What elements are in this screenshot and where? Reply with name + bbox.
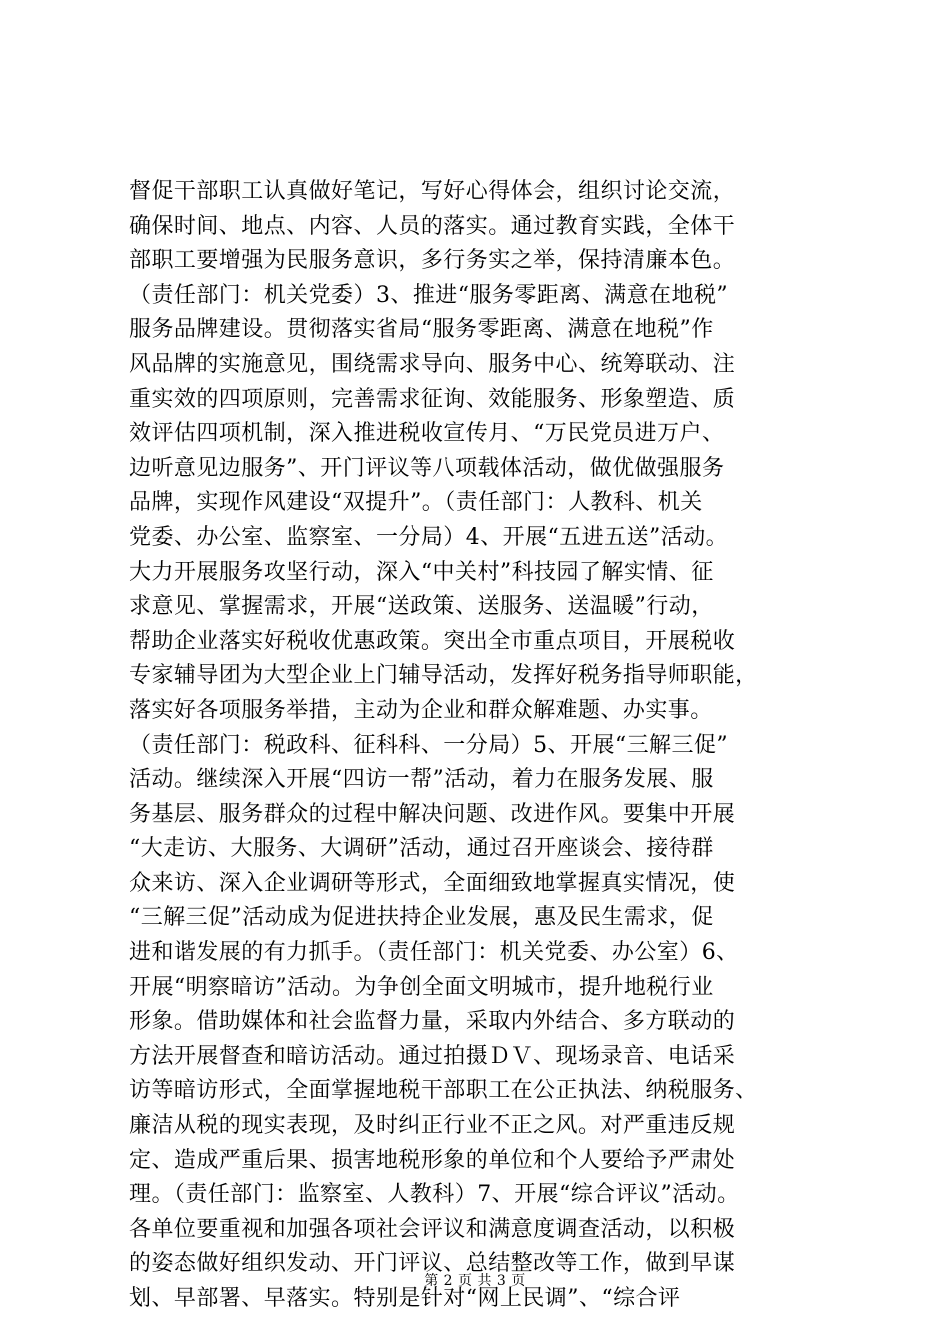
text-line: 大力开展服务攻坚行动，深入“中关村”科技园了解实情、征 bbox=[129, 559, 714, 585]
text-line: 形象。借助媒体和社会监督力量，采取内外结合、多方联动的 bbox=[129, 1009, 736, 1035]
text-line: 品牌，实现作风建设“双提升”。（责任部门：人教科、机关 bbox=[129, 490, 703, 516]
text-line: （责任部门：税政科、征科科、一分局）5、开展“三解三促” bbox=[129, 732, 729, 758]
text-line: 专家辅导团为大型企业上门辅导活动，发挥好税务指导师职能， bbox=[129, 663, 758, 689]
text-line: 部职工要增强为民服务意识，多行务实之举，保持清廉本色。 bbox=[129, 248, 736, 274]
text-line: 确保时间、地点、内容、人员的落实。通过教育实践，全体干 bbox=[129, 213, 736, 239]
text-line: 服务品牌建设。贯彻落实省局“服务零距离、满意在地税”作 bbox=[129, 317, 714, 343]
text-line: 的姿态做好组织发动、开门评议、总结整改等工作，做到早谋 bbox=[129, 1251, 736, 1277]
text-line: 求意见、掌握需求，开展“送政策、送服务、送温暖”行动， bbox=[129, 594, 714, 620]
text-line: 边听意见边服务”、开门评议等八项载体活动，做优做强服务 bbox=[129, 455, 725, 481]
text-line: 访等暗访形式，全面掌握地税干部职工在公正执法、纳税服务、 bbox=[129, 1078, 758, 1104]
text-line: 效评估四项机制，深入推进税收宣传月、“万民党员进万户、 bbox=[129, 421, 725, 447]
text-line: 党委、办公室、监察室、一分局）4、开展“五进五送”活动。 bbox=[129, 524, 729, 550]
text-line: 进和谐发展的有力抓手。（责任部门：机关党委、办公室）6、 bbox=[129, 940, 739, 966]
text-line: （责任部门：机关党委）3、推进“服务零距离、满意在地税” bbox=[129, 282, 729, 308]
text-line: 定、造成严重后果、损害地税形象的单位和个人要给予严肃处 bbox=[129, 1147, 736, 1173]
text-line: 活动。继续深入开展“四访一帮”活动，着力在服务发展、服 bbox=[129, 767, 714, 793]
text-line: 划、早部署、早落实。特别是针对“网上民调”、“综合评 bbox=[129, 1286, 681, 1311]
text-line: 督促干部职工认真做好笔记，写好心得体会，组织讨论交流， bbox=[129, 179, 736, 204]
document-body bbox=[129, 175, 844, 1317]
text-line: 风品牌的实施意见，围绕需求导向、服务中心、统筹联动、注 bbox=[129, 351, 736, 377]
text-line: 帮助企业落实好税收优惠政策。突出全市重点项目，开展税收 bbox=[129, 628, 736, 654]
text-line: 廉洁从税的现实表现，及时纠正行业不正之风。对严重违反规 bbox=[129, 1113, 736, 1139]
text-line: 理。（责任部门：监察室、人教科）7、开展“综合评议”活动。 bbox=[129, 1182, 740, 1208]
text-line: “大走访、大服务、大调研”活动，通过召开座谈会、接待群 bbox=[129, 836, 714, 862]
text-line: 重实效的四项原则，完善需求征询、效能服务、形象塑造、质 bbox=[129, 386, 736, 412]
text-line: 开展“明察暗访”活动。为争创全面文明城市，提升地税行业 bbox=[129, 974, 714, 1000]
page-number-footer: 第 2 页 共 3 页 bbox=[424, 1273, 526, 1289]
text-line: 落实好各项服务举措，主动为企业和群众解难题、办实事。 bbox=[129, 697, 713, 723]
text-line: 各单位要重视和加强各项社会评议和满意度调查活动，以积极 bbox=[129, 1216, 736, 1242]
text-line: 务基层、服务群众的过程中解决问题、改进作风。要集中开展 bbox=[129, 801, 736, 827]
text-line: 众来访、深入企业调研等形式，全面细致地掌握真实情况，使 bbox=[129, 870, 736, 896]
text-line: 方法开展督查和暗访活动。通过拍摄ＤＶ、现场录音、电话采 bbox=[129, 1043, 736, 1069]
text-line: “三解三促”活动成为促进扶持企业发展，惠及民生需求，促 bbox=[129, 905, 714, 931]
